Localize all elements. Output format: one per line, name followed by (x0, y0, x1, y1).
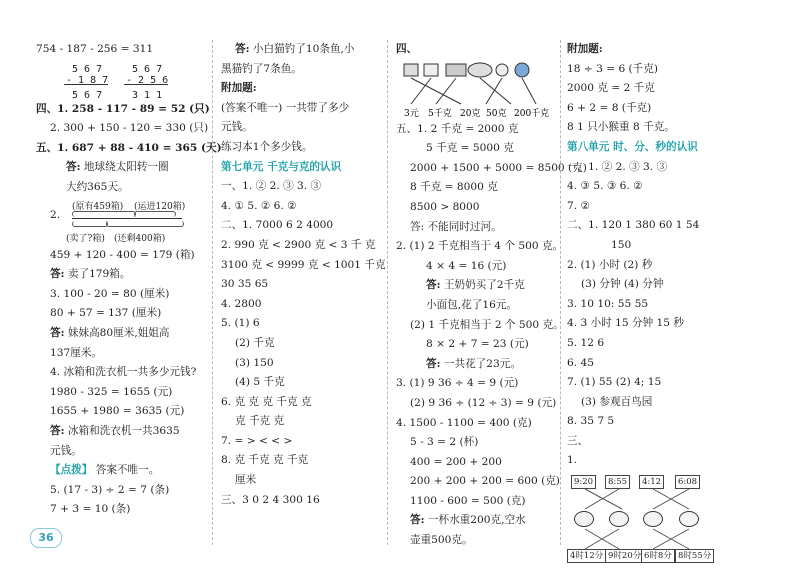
match-label: 50克 (486, 108, 507, 119)
line-diagram (50, 198, 204, 246)
answer-line: 一、1. ② 2. ③ 3. ③ (221, 180, 322, 193)
match-label: 3元 (404, 108, 419, 119)
answer-line: 754 - 187 - 256 = 311 (36, 43, 154, 55)
tip-label: 【点拨】 (50, 464, 93, 477)
answer-line: (答案不唯一) 一共带了多少 (221, 101, 350, 114)
time-text: 9时20分 (605, 549, 644, 563)
globe-icon (515, 63, 529, 77)
calc-result-a: 5 6 7 (72, 89, 103, 101)
answer-line: 8. 克 千克 克 千克 (221, 454, 309, 467)
diagram-label: (运进120箱) (134, 201, 186, 212)
answer-line (36, 422, 204, 442)
answer-line: 8500 > 8000 (410, 200, 480, 213)
answer-line: 150 (611, 238, 632, 251)
matching-diagram (396, 60, 556, 120)
column-1 (36, 40, 222, 520)
answer-text: 一杯水重200克,空水 (424, 514, 526, 527)
answer-text: 地球绕太阳转一圈 (80, 161, 169, 174)
answer-line: 30 35 65 (221, 278, 269, 291)
section-heading: 附加题: (567, 43, 603, 55)
answer-line: 2. (1) 2 千克相当于 4 个 500 克。 (396, 240, 564, 253)
answer-line: 黑猫钓了7条鱼。 (221, 62, 302, 75)
answer-line: 4. 冰箱和洗衣机一共多少元钱? (50, 366, 197, 379)
answer-line (36, 265, 204, 285)
answer-line: 一、1. ② 2. ③ 3. ③ (567, 160, 668, 173)
answer-line (396, 355, 556, 375)
answer-line: 5 千克 = 5000 克 (426, 142, 514, 155)
tip-line (36, 461, 204, 481)
answer-line: 6. 45 (567, 356, 594, 369)
answer-line: 8 千克 = 8000 克 (410, 181, 498, 194)
answer-line: (2) 1 千克相当于 2 个 500 克。 (410, 318, 564, 331)
answer-line: 18 ÷ 3 = 6 (千克) (567, 62, 659, 75)
diagram-label: (原有459箱) (72, 201, 124, 212)
answer-line: 三、 (567, 434, 589, 447)
answer-line: 4. 3 小时 15 分钟 15 秒 (567, 317, 684, 330)
answer-line: (3) 参观百鸟园 (581, 395, 653, 408)
answer-line: 2. 300 + 150 - 120 = 330 (只) (50, 122, 209, 135)
answer-line: 1980 - 325 = 1655 (元) (50, 385, 173, 398)
column-4 (567, 40, 777, 565)
answer-text: 妹妹高80厘米,姐姐高 (64, 326, 170, 339)
calc-result-b: 3 1 1 (132, 89, 163, 101)
ball-icon (496, 64, 508, 76)
answer-line: 5 - 3 = 2 (杯) (410, 436, 479, 449)
unit-heading: 第八单元 时、分、秒的认识 (567, 140, 698, 153)
answer-line: (3) 150 (235, 356, 274, 369)
answer-text: 小白猫钓了10条鱼,小 (249, 43, 355, 55)
answer-line: 厘米 (235, 474, 257, 487)
column-divider (560, 40, 561, 545)
answer-line: 4 × 4 = 16 (元) (426, 259, 507, 272)
answer-line (36, 158, 204, 178)
answer-line: 4. ① 5. ② 6. ② (221, 199, 297, 212)
column-divider (212, 40, 213, 545)
answer-line: 137厘米。 (50, 346, 103, 359)
answer-line: (2) 千克 (235, 336, 275, 349)
answer-line: 大约365天。 (66, 180, 129, 193)
answer-label: 答: (66, 161, 81, 174)
answer-line (396, 276, 556, 296)
answer-label: 答: (50, 268, 65, 281)
answer-line: 7. = > < < > (221, 434, 293, 447)
clock-icon (609, 511, 629, 527)
answer-line: 8. 35 7 5 (567, 415, 615, 428)
answer-line: 答: 不能同时过河。 (410, 220, 502, 233)
answer-label: 答: (426, 279, 441, 292)
answer-line: 二、1. 120 1 380 60 1 54 (567, 219, 700, 232)
answer-line: 1100 - 600 = 500 (克) (410, 494, 526, 507)
answer-line: 三、3 0 2 4 300 16 (221, 493, 320, 506)
answer-text: 一共花了23元。 (440, 357, 521, 370)
answer-line: 7 + 3 = 10 (条) (50, 503, 131, 516)
page-number: 36 (30, 528, 62, 548)
answer-line: 80 + 57 = 137 (厘米) (50, 307, 162, 320)
answer-text: 冰箱和洗衣机一共3635 (64, 424, 180, 437)
answer-line: 5. (1) 6 (221, 317, 260, 330)
digital-time: 4:12 (639, 475, 664, 489)
answer-line: 2000 克 = 2 千克 (567, 82, 655, 95)
answer-line: 1655 + 1980 = 3635 (元) (50, 405, 185, 418)
answer-line: 五、1. 687 + 88 - 410 = 365 (天) (36, 141, 222, 154)
answer-line: 小面包,花了16元。 (426, 298, 518, 311)
answer-line: 二、1. 7000 6 2 4000 (221, 219, 334, 232)
column-2 (221, 40, 386, 510)
answer-line: (4) 5 千克 (235, 376, 285, 389)
answer-line: (3) 分钟 (4) 分钟 (581, 278, 664, 291)
calc-mid-a: - 1 8 7 (66, 74, 109, 86)
answer-line: 3. 100 - 20 = 80 (厘米) (50, 287, 170, 300)
answer-line: 8 × 2 + 7 = 23 (元) (426, 338, 529, 351)
answer-line: 400 = 200 + 200 (410, 455, 502, 468)
time-text: 6时8分 (641, 549, 675, 563)
answer-line: 7. ② (567, 199, 590, 212)
answer-line: 3. (1) 9 36 ÷ 4 = 9 (元) (396, 377, 519, 390)
section-heading: 附加题: (221, 82, 257, 95)
answer-line: 459 + 120 - 400 = 179 (箱) (50, 248, 195, 261)
question-number: 2. (50, 208, 61, 221)
answer-line: 6. 克 克 克 千克 克 (221, 395, 312, 408)
digital-time: 9:20 (571, 475, 596, 489)
vertical-calculation (50, 60, 204, 100)
clock-icon (679, 511, 699, 527)
digital-time: 6:08 (675, 475, 700, 489)
bag-icon (446, 64, 466, 76)
answer-line (221, 40, 381, 60)
answer-line: 4. 2800 (221, 297, 262, 310)
clock-matching (567, 475, 777, 565)
match-label: 5千克 (428, 108, 452, 119)
tip-text: 答案不唯一。 (92, 464, 160, 477)
answer-label: 答: (235, 43, 250, 55)
answer-line: 6 + 2 = 8 (千克) (567, 101, 652, 114)
calc-mid-b: - 2 5 6 (126, 74, 169, 86)
answer-line: 4. ③ 5. ③ 6. ② (567, 180, 643, 193)
answer-label: 答: (426, 357, 441, 370)
unit-heading: 第七单元 千克与克的认识 (221, 160, 342, 173)
answer-line: 克 千克 克 (235, 415, 285, 428)
answer-line: 1. (567, 454, 578, 467)
time-text: 4时12分 (567, 549, 606, 563)
column-divider (387, 40, 388, 545)
answer-line: 3100 克 < 9999 克 < 1001 千克 (221, 258, 386, 271)
match-label: 20克 (460, 108, 481, 119)
clock-icon (643, 511, 663, 527)
answer-label: 答: (50, 326, 65, 339)
answer-line: 5. (17 - 3) ÷ 2 = 7 (条) (50, 483, 170, 496)
answer-text: 王奶奶买了2千克 (440, 279, 525, 292)
calc-top-b: 5 6 7 (132, 63, 163, 75)
answer-text: 卖了179箱。 (64, 268, 131, 281)
calc-top-a: 5 6 7 (72, 63, 103, 75)
answer-line: 7. (1) 55 (2) 4; 15 (567, 376, 662, 389)
answer-line: 200 + 200 + 200 = 600 (克) (410, 475, 560, 488)
clock-icon (574, 511, 594, 527)
answer-line: 四、1. 258 - 117 - 89 = 52 (只) (36, 102, 210, 115)
scale-icon (404, 64, 418, 76)
answer-line: 8 1 只小猴重 8 千克。 (567, 121, 675, 134)
answer-line: 2000 + 1500 + 5000 = 8500 (克) (410, 161, 587, 174)
answer-line: 2. 990 克 < 2900 克 < 3 千 克 (221, 238, 376, 251)
time-text: 8时55分 (675, 549, 714, 563)
pig-icon (468, 63, 492, 77)
answer-line: 练习本1个多少钱。 (221, 140, 313, 153)
answer-line: 壶重500克。 (410, 534, 473, 547)
digital-time: 8:55 (605, 475, 630, 489)
answer-line: 4. 1500 - 1100 = 400 (克) (396, 416, 532, 429)
answer-line: 5. 12 6 (567, 336, 605, 349)
answer-label: 答: (50, 424, 65, 437)
answer-label: 答: (410, 514, 425, 527)
diagram-label: (卖了?箱) (66, 233, 105, 244)
answer-line: 2. (1) 小时 (2) 秒 (567, 258, 653, 271)
diagram-label: (还剩400箱) (114, 233, 166, 244)
answer-line: (2) 9 36 ÷ (12 ÷ 3) = 9 (元) (410, 396, 557, 409)
answer-line: 元钱。 (50, 444, 82, 457)
answer-line: 元钱。 (221, 121, 253, 134)
weight-icon (424, 64, 438, 76)
section-heading: 四、 (396, 43, 418, 55)
answer-line (396, 511, 556, 531)
match-label: 200千克 (514, 108, 550, 119)
answer-line: 3. 10 10: 55 55 (567, 297, 649, 310)
answer-line (36, 324, 204, 344)
matching-pictures (396, 60, 556, 120)
answer-line: 五、1. 2 千克 = 2000 克 (396, 122, 519, 135)
